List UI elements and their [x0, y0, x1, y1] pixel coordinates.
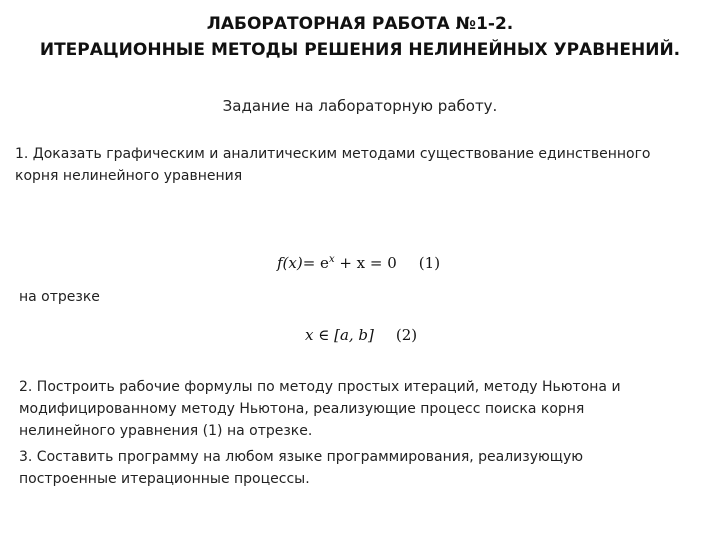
task-2-line-2: модифицированному методу Ньютона, реализующие процесс поиска корня [19, 401, 585, 417]
equation-2-number: (2) [395, 326, 418, 344]
task-2-line-3: нелинейного уравнения (1) на отрезке. [19, 423, 313, 439]
task-2-paragraph [19, 376, 699, 442]
equation-1-tail: + x = 0 [334, 254, 397, 272]
equation-2 [305, 326, 417, 344]
equation-1-lhs: f(x) [277, 254, 303, 272]
task-3-paragraph [19, 446, 699, 490]
task-1-line-1: 1. Доказать графическим и аналитическим методами существование единственного [15, 146, 651, 162]
task-1-line-2: корня нелинейного уравнения [15, 168, 243, 184]
equation-1-rhs: = e [302, 254, 329, 272]
equation-2-expression: x ∈ [a, b] [305, 326, 374, 344]
task-2-line-1: 2. Построить рабочие формулы по методу простых итераций, методу Ньютона и [19, 379, 621, 395]
segment-label: на отрезке [19, 289, 100, 305]
task-3-line-2: построенные итерационные процессы. [19, 471, 310, 487]
equation-1-number: (1) [418, 254, 441, 272]
page-title-line-2: ИТЕРАЦИОННЫЕ МЕТОДЫ РЕШЕНИЯ НЕЛИНЕЙНЫХ УРАВНЕНИЙ. [39, 40, 681, 60]
task-1-paragraph [15, 143, 695, 187]
page-title-line-1: ЛАБОРАТОРНАЯ РАБОТА №1-2. [206, 14, 514, 34]
task-3-line-1: 3. Составить программу на любом языке программирования, реализующую [19, 449, 584, 465]
equation-1 [277, 254, 440, 272]
assignment-subtitle: Задание на лабораторную работу. [222, 97, 498, 115]
equation-1-exponent: x [328, 254, 335, 265]
